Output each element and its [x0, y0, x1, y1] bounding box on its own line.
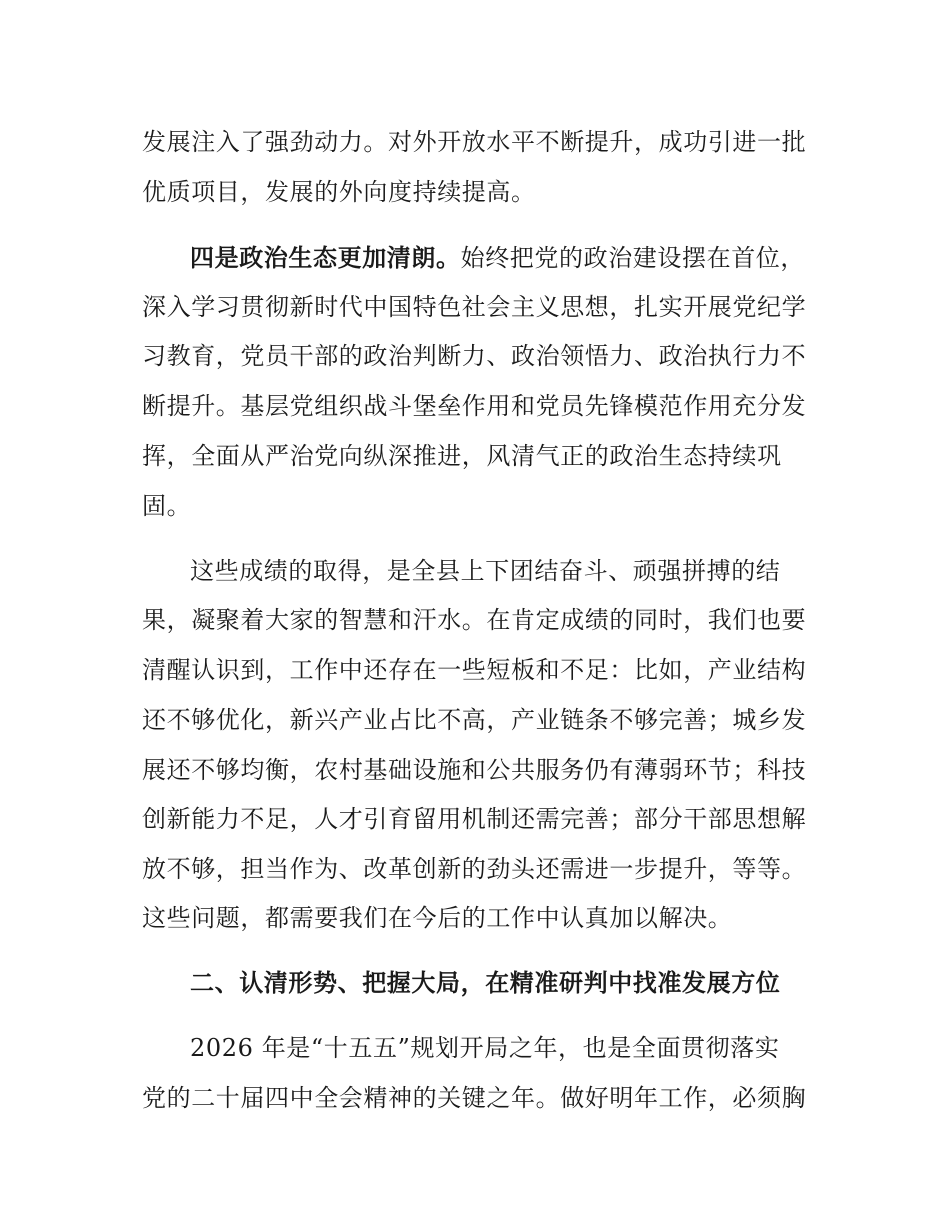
paragraph-line: 创新能力不足，人才引育留用机制还需完善；部分干部思想解 — [142, 805, 807, 833]
paragraph-line: 展还不够均衡，农村基础设施和公共服务仍有薄弱环节；科技 — [142, 756, 807, 784]
paragraph-line: 2026 年是“十五五”规划开局之年，也是全面贯彻落实 — [190, 1034, 780, 1062]
paragraph-line: 放不够，担当作为、改革创新的劲头还需进一步提升，等等。 — [142, 855, 807, 883]
paragraph-lead-rest: 始终把党的政治建设摆在首位， — [460, 244, 806, 272]
paragraph-line: 清醒认识到，工作中还存在一些短板和不足：比如，产业结构 — [142, 656, 807, 684]
paragraph-line: 深入学习贯彻新时代中国特色社会主义思想，扎实开展党纪学 — [142, 293, 807, 321]
paragraph-line: 发展注入了强劲动力。对外开放水平不断提升，成功引进一批 — [142, 128, 807, 156]
paragraph-line: 习教育，党员干部的政治判断力、政治领悟力、政治执行力不 — [142, 342, 807, 370]
paragraph-line: 还不够优化，新兴产业占比不高，产业链条不够完善；城乡发 — [142, 706, 807, 734]
paragraph-line: 优质项目，发展的外向度持续提高。 — [142, 178, 536, 206]
paragraph-line: 固。 — [142, 492, 192, 520]
section-heading: 二、认清形势、把握大局，在精准研判中找准发展方位 — [190, 969, 781, 997]
paragraph-lead-bold: 四是政治生态更加清朗。 — [190, 244, 461, 272]
paragraph-line: 党的二十届四中全会精神的关键之年。做好明年工作，必须胸 — [142, 1084, 807, 1112]
paragraph-line: 挥，全面从严治党向纵深推进，风清气正的政治生态持续巩 — [142, 442, 782, 470]
paragraph-line: 这些问题，都需要我们在今后的工作中认真加以解决。 — [142, 904, 733, 932]
paragraph-line — [190, 238, 812, 278]
paragraph-line: 果，凝聚着大家的智慧和汗水。在肯定成绩的同时，我们也要 — [142, 606, 807, 634]
paragraph-line: 这些成绩的取得，是全县上下团结奋斗、顽强拼搏的结 — [190, 557, 781, 585]
paragraph-line: 断提升。基层党组织战斗堡垒作用和党员先锋模范作用充分发 — [142, 392, 807, 420]
